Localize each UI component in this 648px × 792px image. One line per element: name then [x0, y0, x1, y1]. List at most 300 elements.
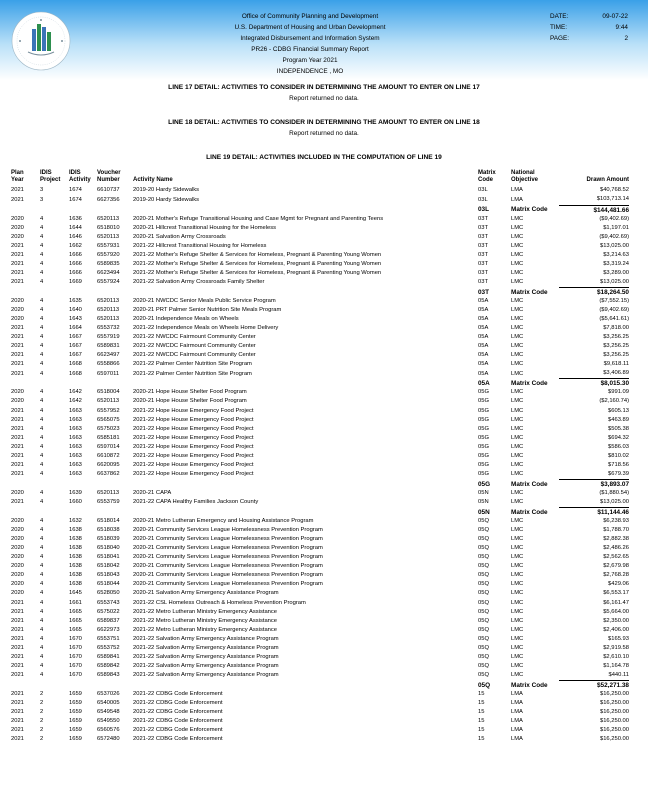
matrix-code-cell: 05A — [478, 307, 489, 314]
idis-activity-cell: 1665 — [69, 617, 82, 624]
activity-name-cell: 2021-22 Hope House Emergency Food Project — [133, 416, 254, 423]
national-objective-cell: LMA — [511, 187, 523, 194]
idis-activity-cell: 1661 — [69, 599, 82, 606]
table-row — [11, 608, 629, 617]
national-objective-cell: LMC — [511, 626, 524, 633]
national-objective-cell: LMC — [511, 233, 524, 240]
activity-name-cell: 2020-21 Community Services League Homelessness Prevention Program — [133, 572, 323, 579]
matrix-code-cell: 05G — [478, 416, 489, 423]
office-name: Office of Community Planning and Development — [241, 13, 379, 20]
matrix-code-cell: 05G — [478, 389, 489, 396]
idis-project-cell: 4 — [40, 672, 44, 679]
plan-year-cell: 2020 — [11, 536, 24, 543]
table-row — [11, 397, 629, 406]
table-row — [11, 535, 629, 544]
col-national-objective: National Objective — [511, 170, 539, 184]
drawn-amount-cell: $3,319.24 — [603, 260, 629, 267]
activity-name-cell: 2021-22 Independence Meals on Wheels Home Delivery — [133, 325, 279, 332]
subtotal-label: Matrix Code — [511, 288, 548, 296]
idis-activity-cell: 1663 — [69, 461, 82, 468]
drawn-amount-cell: ($1,880.54) — [599, 489, 629, 496]
idis-project-cell: 4 — [40, 608, 44, 615]
matrix-code-cell: 05G — [478, 452, 489, 459]
idis-activity-cell: 1660 — [69, 499, 82, 506]
plan-year-cell: 2020 — [11, 489, 24, 496]
idis-activity-cell: 1668 — [69, 361, 82, 368]
plan-year-cell: 2020 — [11, 233, 24, 240]
idis-project-cell: 2 — [40, 727, 44, 734]
empty-cell — [97, 287, 133, 297]
plan-year-cell: 2021 — [11, 599, 24, 606]
activity-name-cell: 2020-21 Salvation Army Crossroads — [133, 233, 226, 240]
table-row — [11, 315, 629, 324]
idis-project-cell: 3 — [40, 187, 44, 194]
drawn-amount-cell: $16,250.00 — [599, 709, 629, 716]
voucher-number-cell: 6610872 — [97, 452, 120, 459]
national-objective-cell: LMC — [511, 617, 524, 624]
matrix-code-cell: 05A — [478, 297, 489, 304]
activity-name-cell: 2021-22 Mother's Refuge Shelter & Services for Homeless, Pregnant & Parenting Young Women — [133, 260, 382, 267]
table-row — [11, 297, 629, 306]
national-objective-cell: LMC — [511, 307, 524, 314]
matrix-code-cell: 05G — [478, 471, 489, 478]
plan-year-cell: 2020 — [11, 581, 24, 588]
activity-name-cell: 2020-21 Mother's Refuge Transitional Housing and Case Mgmt for Pregnant and Parenting Teens — [133, 215, 384, 222]
activity-name-cell: 2021-22 Mother's Refuge Shelter & Services for Homeless, Pregnant & Parenting Young Women — [133, 251, 382, 258]
matrix-code-cell: 05A — [478, 343, 489, 350]
table-row — [11, 233, 629, 242]
national-objective-cell: LMC — [511, 434, 524, 441]
matrix-code-cell: 05G — [478, 398, 489, 405]
national-objective-cell: LMC — [511, 269, 524, 276]
activity-name-cell: 2020-21 Hope House Shelter Food Program — [133, 389, 247, 396]
idis-activity-cell: 1659 — [69, 736, 82, 743]
matrix-code-cell: 05Q — [478, 644, 489, 651]
matrix-code-cell: 05G — [478, 434, 489, 441]
matrix-code-cell: 03T — [478, 269, 488, 276]
idis-project-cell: 4 — [40, 398, 44, 405]
voucher-number-cell: 6565075 — [97, 416, 120, 423]
idis-activity-cell: 1643 — [69, 316, 82, 323]
activity-name-cell: 2020-21 CAPA — [133, 489, 172, 496]
idis-project-cell: 4 — [40, 370, 44, 377]
voucher-number-cell: 6589831 — [97, 343, 120, 350]
activity-name-cell: 2020-21 Community Services League Homelessness Prevention Program — [133, 554, 323, 561]
subtotal-label: Matrix Code — [511, 508, 548, 516]
drawn-amount-cell: $718.56 — [608, 461, 629, 468]
matrix-code-cell: 05Q — [478, 518, 489, 525]
matrix-code-cell: 05Q — [478, 617, 489, 624]
plan-year-cell: 2021 — [11, 727, 24, 734]
voucher-number-cell: 6540005 — [97, 700, 120, 707]
voucher-number-cell: 6575023 — [97, 425, 120, 432]
drawn-amount-cell: $3,214.63 — [603, 251, 629, 258]
idis-activity-cell: 1664 — [69, 325, 82, 332]
idis-activity-cell: 1642 — [69, 389, 82, 396]
idis-activity-cell: 1670 — [69, 644, 82, 651]
activity-name-cell: 2021-22 Hope House Emergency Food Project — [133, 471, 254, 478]
voucher-number-cell: 6520113 — [97, 233, 120, 240]
matrix-code-cell: 05Q — [478, 662, 489, 669]
drawn-amount-cell: $165.93 — [608, 635, 629, 642]
matrix-code-cell: 05Q — [478, 653, 489, 660]
plan-year-cell: 2021 — [11, 343, 24, 350]
voucher-number-cell: 6520113 — [97, 398, 120, 405]
plan-year-cell: 2021 — [11, 452, 24, 459]
matrix-code-cell: 05G — [478, 443, 489, 450]
subtotal-label: Matrix Code — [511, 480, 548, 488]
plan-year-cell: 2021 — [11, 736, 24, 743]
matrix-code-cell: 05Q — [478, 608, 489, 615]
plan-year-cell: 2020 — [11, 316, 24, 323]
matrix-code-cell: 05Q — [478, 581, 489, 588]
page-label: PAGE: — [550, 35, 570, 43]
idis-activity-cell: 1642 — [69, 398, 82, 405]
plan-year-cell: 2020 — [11, 215, 24, 222]
idis-project-cell: 4 — [40, 644, 44, 651]
time-label: TIME: — [550, 24, 568, 32]
activity-name-cell: 2020-21 Community Services League Homelessness Prevention Program — [133, 581, 323, 588]
drawn-amount-cell: $16,250.00 — [599, 736, 629, 743]
empty-cell — [133, 508, 478, 518]
idis-project-cell: 2 — [40, 709, 44, 716]
table-row — [11, 269, 629, 278]
voucher-number-cell: 6620095 — [97, 461, 120, 468]
plan-year-cell: 2021 — [11, 361, 24, 368]
matrix-code-cell: 05N — [478, 499, 489, 506]
voucher-number-cell: 6549550 — [97, 718, 120, 725]
idis-project-cell: 4 — [40, 518, 44, 525]
activity-name-cell: 2020-21 PRT Palmer Senior Nutrition Site Meals Program — [133, 307, 282, 314]
idis-project-cell: 2 — [40, 718, 44, 725]
table-row — [11, 470, 629, 480]
plan-year-cell: 2021 — [11, 251, 24, 258]
idis-activity-cell: 1638 — [69, 536, 82, 543]
national-objective-cell: LMC — [511, 361, 524, 368]
matrix-code-cell: 05A — [478, 334, 489, 341]
idis-project-cell: 4 — [40, 452, 44, 459]
drawn-amount-cell: $6,238.93 — [603, 518, 629, 525]
subtotal-amount: $11,144.46 — [597, 509, 629, 517]
idis-project-cell: 4 — [40, 425, 44, 432]
activity-name-cell: 2021-22 Hope House Emergency Food Project — [133, 452, 254, 459]
idis-project-cell: 4 — [40, 316, 44, 323]
plan-year-cell: 2021 — [11, 709, 24, 716]
matrix-code-cell: 05A — [478, 325, 489, 332]
national-objective-cell: LMC — [511, 389, 524, 396]
drawn-amount-cell: $5,664.00 — [603, 608, 629, 615]
drawn-amount-cell: $1,164.78 — [603, 662, 629, 669]
national-objective-cell: LMC — [511, 251, 524, 258]
activity-name-cell: 2021-22 Salvation Army Emergency Assistance Program — [133, 662, 279, 669]
table-row — [11, 571, 629, 580]
empty-cell — [133, 205, 478, 215]
subtotal-amount: $8,015.30 — [600, 380, 629, 388]
idis-activity-cell: 1636 — [69, 215, 82, 222]
activity-name-cell: 2020-21 Salvation Army Emergency Assistance Program — [133, 590, 279, 597]
national-objective-cell: LMA — [511, 196, 523, 203]
col-matrix-code: Matrix Code — [478, 170, 496, 184]
empty-cell — [40, 508, 69, 518]
drawn-amount-cell: $103,713.14 — [559, 195, 629, 205]
drawn-amount-cell: ($5,641.61) — [599, 316, 629, 323]
matrix-code-cell: 05G — [478, 425, 489, 432]
table-row — [11, 599, 629, 608]
table-row — [11, 671, 629, 681]
voucher-number-cell: 6518044 — [97, 581, 120, 588]
plan-year-cell: 2020 — [11, 224, 24, 231]
report-name: PR26 - CDBG Financial Summary Report — [251, 46, 369, 54]
activity-name-cell: 2021-22 CDBG Code Enforcement — [133, 727, 223, 734]
line18-note: Report returned no data. — [289, 130, 359, 137]
national-objective-cell: LMC — [511, 572, 524, 579]
drawn-amount-cell: $463.89 — [608, 416, 629, 423]
national-objective-cell: LMA — [511, 709, 523, 716]
idis-activity-cell: 1638 — [69, 554, 82, 561]
idis-project-cell: 2 — [40, 700, 44, 707]
national-objective-cell: LMA — [511, 690, 523, 697]
national-objective-cell: LMC — [511, 563, 524, 570]
drawn-amount-cell: $3,406.89 — [559, 369, 629, 379]
activity-name-cell: 2021-22 Metro Lutheran Ministry Emergency Assistance — [133, 626, 278, 633]
drawn-amount-cell: $2,882.38 — [603, 536, 629, 543]
idis-activity-cell: 1668 — [69, 370, 82, 377]
voucher-number-cell: 6557924 — [97, 279, 120, 286]
table-row — [11, 617, 629, 626]
idis-project-cell: 4 — [40, 325, 44, 332]
activity-name-cell: 2021-22 CSL Homeless Outreach & Homeless Prevention Program — [133, 599, 306, 606]
idis-project-cell: 4 — [40, 563, 44, 570]
table-row — [11, 186, 629, 195]
subtotal-matrix-code: 03T — [478, 288, 490, 296]
idis-project-cell: 4 — [40, 489, 44, 496]
idis-project-cell: 4 — [40, 242, 44, 249]
subtotal-matrix-code: 03L — [478, 206, 490, 214]
idis-project-cell: 4 — [40, 536, 44, 543]
idis-activity-cell: 1667 — [69, 343, 82, 350]
voucher-number-cell: 6623497 — [97, 352, 120, 359]
activity-name-cell: 2021-22 Hope House Emergency Food Project — [133, 461, 254, 468]
voucher-number-cell: 6520113 — [97, 215, 120, 222]
voucher-number-cell: 6622973 — [97, 626, 120, 633]
date-value: 09-07-22 — [602, 13, 628, 20]
drawn-amount-cell: $7,818.00 — [603, 325, 629, 332]
activity-name-cell: 2020-21 Community Services League Homelessness Prevention Program — [133, 536, 323, 543]
subtotal-label: Matrix Code — [511, 380, 548, 388]
national-objective-cell: LMC — [511, 554, 524, 561]
plan-year-cell: 2021 — [11, 352, 24, 359]
voucher-number-cell: 6575022 — [97, 608, 120, 615]
idis-activity-cell: 1674 — [69, 187, 82, 194]
voucher-number-cell: 6553752 — [97, 644, 120, 651]
national-objective-cell: LMC — [511, 471, 524, 478]
matrix-code-cell: 05Q — [478, 536, 489, 543]
idis-activity-cell: 1645 — [69, 590, 82, 597]
plan-year-cell: 2021 — [11, 626, 24, 633]
matrix-code-cell: 05G — [478, 407, 489, 414]
table-row — [11, 388, 629, 397]
activity-name-cell: 2021-22 Salvation Army Emergency Assistance Program — [133, 635, 279, 642]
idis-project-cell: 3 — [40, 196, 44, 203]
activity-name-cell: 2020-21 Community Services League Homelessness Prevention Program — [133, 563, 323, 570]
table-row — [11, 635, 629, 644]
system-name: Integrated Disbursement and Information System — [240, 35, 380, 43]
drawn-amount-cell: $3,289.00 — [603, 269, 629, 276]
voucher-number-cell: 6610737 — [97, 187, 120, 194]
empty-cell — [11, 680, 40, 690]
idis-activity-cell: 1638 — [69, 563, 82, 570]
table-row — [11, 726, 629, 735]
matrix-code-cell: 15 — [478, 736, 485, 743]
voucher-number-cell: 6528050 — [97, 590, 120, 597]
national-objective-cell: LMC — [511, 352, 524, 359]
matrix-code-cell: 05G — [478, 461, 489, 468]
empty-cell — [69, 680, 97, 690]
drawn-amount-cell: $810.02 — [608, 452, 629, 459]
national-objective-cell: LMA — [511, 736, 523, 743]
drawn-amount-cell: $991.09 — [608, 389, 629, 396]
drawn-amount-cell: ($9,402.69) — [599, 233, 629, 240]
drawn-amount-cell: $16,250.00 — [599, 727, 629, 734]
activity-name-cell: 2021-22 CDBG Code Enforcement — [133, 690, 223, 697]
drawn-amount-cell: $16,250.00 — [599, 690, 629, 697]
table-row — [11, 278, 629, 288]
idis-project-cell: 4 — [40, 662, 44, 669]
voucher-number-cell: 6557952 — [97, 407, 120, 414]
national-objective-cell: LMC — [511, 224, 524, 231]
voucher-number-cell: 6537026 — [97, 690, 120, 697]
empty-cell — [40, 680, 69, 690]
col-idis-project: IDIS Project — [40, 170, 61, 184]
plan-year-cell: 2021 — [11, 370, 24, 377]
national-objective-cell: LMC — [511, 581, 524, 588]
voucher-number-cell: 6589837 — [97, 617, 120, 624]
idis-activity-cell: 1659 — [69, 700, 82, 707]
matrix-code-subtotal-row — [11, 680, 629, 690]
report-header — [0, 0, 648, 80]
matrix-code-cell: 03L — [478, 196, 488, 203]
idis-activity-cell: 1667 — [69, 352, 82, 359]
plan-year-cell: 2021 — [11, 672, 24, 679]
plan-year-cell: 2020 — [11, 307, 24, 314]
report-title-block — [150, 11, 470, 78]
plan-year-cell: 2020 — [11, 297, 24, 304]
matrix-code-cell: 03T — [478, 224, 488, 231]
voucher-number-cell: 6549548 — [97, 709, 120, 716]
idis-project-cell: 4 — [40, 653, 44, 660]
table-row — [11, 589, 629, 598]
table-row — [11, 351, 629, 360]
voucher-number-cell: 6518010 — [97, 224, 120, 231]
plan-year-cell: 2020 — [11, 554, 24, 561]
activity-name-cell: 2020-21 Community Services League Homelessness Prevention Program — [133, 545, 323, 552]
subtotal-matrix-code: 05G — [478, 480, 491, 488]
plan-year-cell: 2021 — [11, 416, 24, 423]
report-meta — [550, 11, 628, 44]
matrix-code-subtotal-row — [11, 508, 629, 518]
activity-name-cell: 2019-20 Hardy Sidewalks — [133, 187, 200, 194]
drawn-amount-cell: $3,256.25 — [603, 352, 629, 359]
empty-cell — [40, 379, 69, 389]
drawn-amount-cell: $2,486.26 — [603, 545, 629, 552]
matrix-code-subtotal-row — [11, 379, 629, 389]
matrix-code-cell: 15 — [478, 718, 485, 725]
voucher-number-cell: 6557931 — [97, 242, 120, 249]
idis-project-cell: 4 — [40, 215, 44, 222]
national-objective-cell: LMC — [511, 672, 524, 679]
idis-activity-cell: 1640 — [69, 307, 82, 314]
plan-year-cell: 2021 — [11, 653, 24, 660]
table-row — [11, 708, 629, 717]
table-row — [11, 342, 629, 351]
table-row — [11, 260, 629, 269]
activity-name-cell: 2021-22 NWCDC Fairmount Community Center — [133, 343, 256, 350]
empty-cell — [40, 287, 69, 297]
voucher-number-cell: 6585181 — [97, 434, 120, 441]
idis-project-cell: 4 — [40, 416, 44, 423]
voucher-number-cell: 6518043 — [97, 572, 120, 579]
plan-year-cell: 2021 — [11, 461, 24, 468]
national-objective-cell: LMC — [511, 343, 524, 350]
drawn-amount-cell: $16,250.00 — [599, 718, 629, 725]
line19-detail-table — [11, 170, 629, 744]
col-drawn-amount: Drawn Amount — [586, 177, 629, 184]
national-objective-cell: LMA — [511, 727, 523, 734]
idis-activity-cell: 1663 — [69, 416, 82, 423]
matrix-code-cell: 03L — [478, 187, 488, 194]
national-objective-cell: LMC — [511, 398, 524, 405]
empty-cell — [11, 508, 40, 518]
table-row — [11, 324, 629, 333]
idis-project-cell: 4 — [40, 471, 44, 478]
idis-project-cell: 4 — [40, 224, 44, 231]
voucher-number-cell: 6597011 — [97, 370, 120, 377]
subtotal-matrix-code: 05N — [478, 508, 490, 516]
table-row — [11, 498, 629, 508]
plan-year-cell: 2020 — [11, 590, 24, 597]
voucher-number-cell: 6589841 — [97, 653, 120, 660]
drawn-amount-cell: $429.06 — [608, 581, 629, 588]
idis-project-cell: 4 — [40, 389, 44, 396]
department-name: U.S. Department of Housing and Urban Development — [234, 24, 386, 32]
matrix-code-cell: 05A — [478, 370, 489, 377]
idis-activity-cell: 1659 — [69, 709, 82, 716]
national-objective-cell: LMC — [511, 608, 524, 615]
activity-name-cell: 2021-22 Palmer Center Nutrition Site Program — [133, 370, 252, 377]
activity-name-cell: 2021-22 Hope House Emergency Food Project — [133, 425, 254, 432]
voucher-number-cell: 6520113 — [97, 307, 120, 314]
national-objective-cell: LMC — [511, 461, 524, 468]
drawn-amount-cell: $6,161.47 — [603, 599, 629, 606]
plan-year-cell: 2021 — [11, 700, 24, 707]
table-row — [11, 461, 629, 470]
idis-project-cell: 4 — [40, 269, 44, 276]
national-objective-cell: LMC — [511, 215, 524, 222]
idis-activity-cell: 1663 — [69, 443, 82, 450]
activity-name-cell: 2021-22 Hope House Emergency Food Project — [133, 443, 254, 450]
plan-year-cell: 2020 — [11, 527, 24, 534]
table-row — [11, 452, 629, 461]
idis-project-cell: 4 — [40, 617, 44, 624]
voucher-number-cell: 6518014 — [97, 518, 120, 525]
empty-cell — [69, 479, 97, 489]
empty-cell — [69, 379, 97, 389]
idis-activity-cell: 1638 — [69, 527, 82, 534]
plan-year-cell: 2020 — [11, 518, 24, 525]
table-row — [11, 544, 629, 553]
voucher-number-cell: 6589842 — [97, 662, 120, 669]
time-value: 9:44 — [615, 24, 628, 32]
